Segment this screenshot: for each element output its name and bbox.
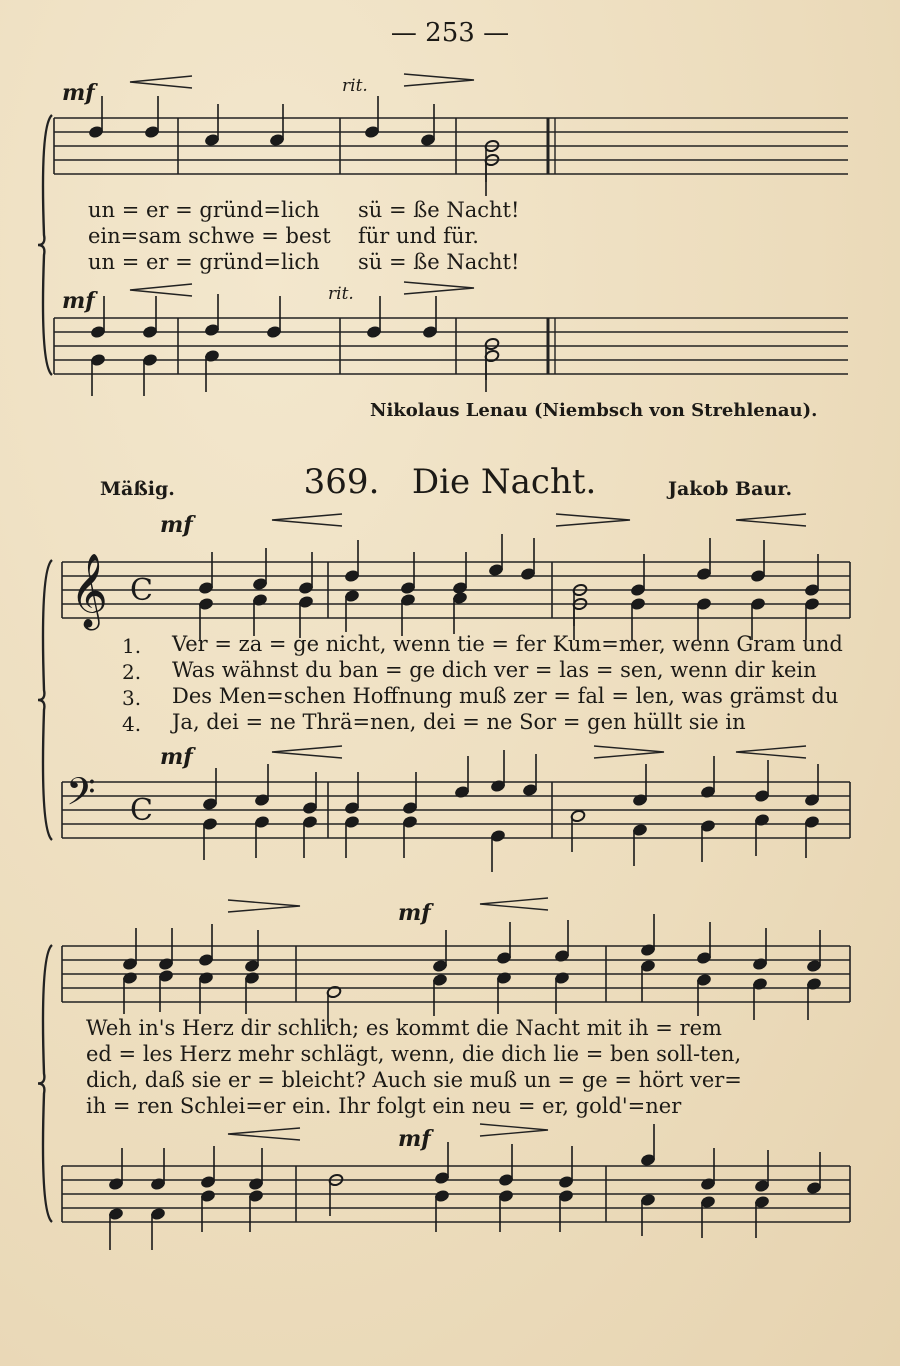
top-lyric-3a: un = er = gründ=lich	[88, 250, 320, 274]
verse-number-1: 1.	[122, 634, 142, 658]
crescendo-hairpin	[272, 746, 342, 758]
bass-clef: 𝄢	[66, 769, 96, 823]
verse-number-3: 3.	[122, 686, 142, 710]
song-dynamic-bass-1: mf	[160, 744, 193, 770]
verse-number-2: 2.	[122, 660, 142, 684]
composer-credit: Jakob Baur.	[668, 478, 793, 500]
crescendo-hairpin	[272, 514, 342, 526]
decrescendo-hairpin	[228, 900, 300, 912]
lyric-s2-v3: dich, daß sie er = bleicht? Auch sie muß un = ge = hört ver=	[86, 1068, 742, 1092]
decrescendo-hairpin	[556, 514, 630, 526]
lyric-s1-v3: Des Men=schen Hoffnung muß zer = fal = len, was grämst du	[172, 684, 839, 708]
verse-number-4: 4.	[122, 712, 142, 736]
decrescendo-hairpin	[404, 74, 474, 86]
system-brace	[38, 560, 52, 840]
treble-clef: 𝄞	[70, 554, 108, 628]
song-dynamic-bass-2: mf	[398, 1126, 431, 1152]
poet-credit: Nikolaus Lenau (Niembsch von Strehlenau).	[370, 400, 818, 421]
decrescendo-hairpin	[404, 282, 474, 294]
time-signature-common: C	[130, 793, 153, 828]
system-brace	[38, 115, 52, 375]
lyric-s1-v1: Ver = za = ge nicht, wenn tie = fer Kum=mer, wenn Gram und	[172, 632, 843, 656]
song-dynamic-treble-1: mf	[160, 512, 193, 538]
lyric-s2-v4: ih = ren Schlei=er ein. Ihr folgt ein neu = er, gold'=ner	[86, 1094, 682, 1118]
top-lyric-1b: sü = ße Nacht!	[358, 198, 520, 222]
lyric-s1-v2: Was wähnst du ban = ge dich ver = las = sen, wenn dir kein	[172, 658, 817, 682]
song-dynamic-treble-2: mf	[398, 900, 431, 926]
crescendo-hairpin	[480, 898, 548, 910]
song-title-text: Die Nacht.	[411, 462, 597, 502]
song-number: 369.	[303, 462, 380, 502]
time-signature-common: C	[130, 573, 153, 608]
crescendo-hairpin	[228, 1128, 300, 1140]
crescendo-hairpin	[130, 284, 192, 296]
top-lyric-2a: ein=sam schwe = best	[88, 224, 331, 248]
top-dynamic-treble: mf	[62, 80, 95, 106]
crescendo-hairpin	[130, 76, 192, 88]
system-brace	[38, 945, 52, 1222]
lyric-s2-v1: Weh in's Herz dir schlich; es kommt die Nacht mit ih = rem	[86, 1016, 722, 1040]
lyric-s2-v2: ed = les Herz mehr schlägt, wenn, die dich lie = ben soll-ten,	[86, 1042, 742, 1066]
top-rit-bass: rit.	[328, 284, 354, 304]
top-lyric-2b: für und für.	[358, 224, 479, 248]
crescendo-hairpin	[736, 746, 806, 758]
lyric-s1-v4: Ja, dei = ne Thrä=nen, dei = ne Sor = gen hüllt sie in	[172, 710, 746, 734]
page-number: — 253 —	[390, 18, 510, 48]
top-rit-treble: rit.	[342, 76, 368, 96]
top-lyric-3b: sü = ße Nacht!	[358, 250, 520, 274]
tempo-marking: Mäßig.	[100, 478, 175, 500]
decrescendo-hairpin	[480, 1124, 548, 1136]
top-dynamic-bass: mf	[62, 288, 95, 314]
top-lyric-1a: un = er = gründ=lich	[88, 198, 320, 222]
crescendo-hairpin	[736, 514, 806, 526]
decrescendo-hairpin	[594, 746, 664, 758]
